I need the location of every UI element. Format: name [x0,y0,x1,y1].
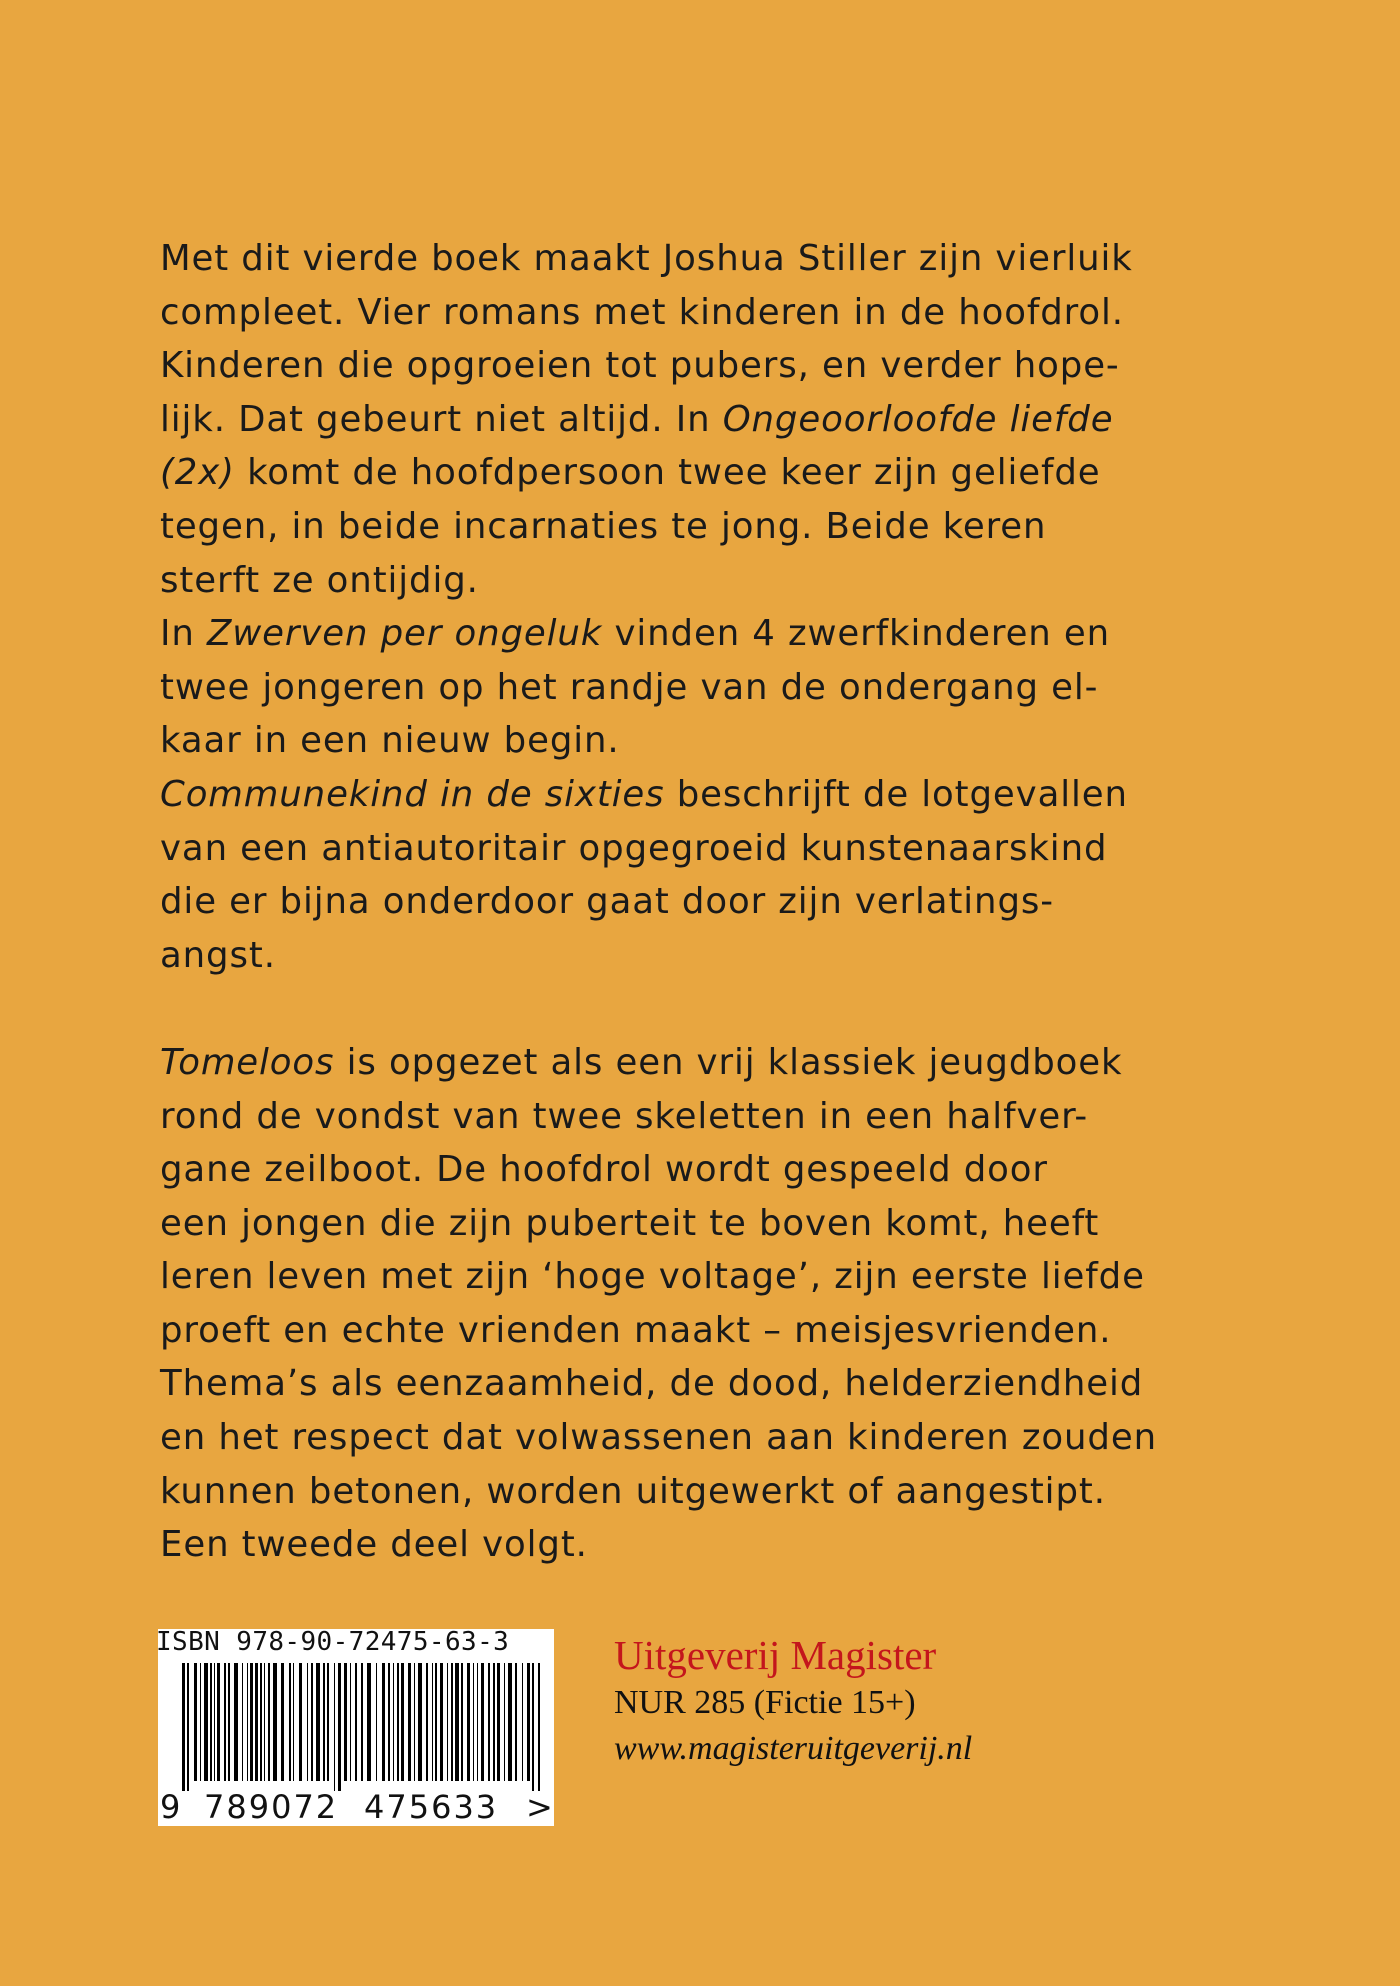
barcode-bar [350,1663,351,1781]
blurb-line [160,1357,1260,1411]
blurb-line [160,607,1260,661]
barcode-bar [388,1663,390,1781]
nur-code: NUR 285 (Fictie 15+) [614,1684,916,1721]
barcode-bar [214,1663,215,1781]
barcode-bar [504,1663,505,1781]
barcode-bar [361,1663,363,1781]
blurb-segment: van een antiautoritair opgegroeid kunstenaarskind [160,827,1108,869]
barcode-bar [538,1663,540,1791]
barcode-bar [461,1663,463,1781]
barcode-bar [200,1663,201,1781]
barcode-bar [344,1663,347,1781]
blurb-segment: sterft ze ontijdig. [160,559,479,601]
blurb-line [160,446,1260,500]
barcode-bar [435,1663,437,1781]
barcode-bar [260,1663,262,1781]
barcode-bar [477,1663,478,1781]
blurb-segment: compleet. Vier romans met kinderen in de hoofdrol. [160,291,1124,333]
ean-quiet-zone-marker: > [526,1788,553,1826]
book-title: Communekind in de sixties [160,773,665,815]
book-title: Tomeloos [160,1041,335,1083]
blurb-segment: kunnen betonen, worden uitgewerkt of aangestipt. [160,1470,1106,1512]
barcode-bar [455,1663,459,1781]
book-title: (2x) [160,452,235,494]
barcode-bar [481,1663,484,1781]
barcode-bar [488,1663,490,1781]
blurb-line [160,286,1260,340]
blurb-segment: In [160,613,207,655]
barcode-bar [376,1663,377,1781]
publisher-name: Uitgeverij Magister [614,1632,937,1678]
barcode-bar [532,1663,534,1791]
barcode-bar [307,1663,308,1781]
barcode-bar [515,1663,517,1781]
barcode-bar [268,1663,270,1781]
blurb-line [160,929,1260,983]
blurb-line [160,875,1260,929]
barcode-bar [467,1663,470,1781]
isbn-label: ISBN 978-90-72475-63-3 [156,1627,510,1657]
blurb-segment: Thema’s als eenzaamheid, de dood, helderziendheid [160,1363,1144,1405]
barcode-bar [281,1663,284,1781]
blurb-segment: leren leven met zijn ‘hoge voltage’, zijn eerste liefde [160,1256,1145,1298]
blurb-line [160,1465,1260,1519]
barcode-bar [393,1663,394,1781]
blurb-segment: komt de hoofdpersoon twee keer zijn geliefde [234,452,1101,494]
blurb-segment: rond de vondst van twee skeletten in een halfver- [160,1095,1089,1137]
barcode-bar [293,1663,294,1781]
paragraph-gap [160,982,1260,1036]
barcode-bar [182,1663,185,1791]
blurb-segment: tegen, in beide incarnaties te jong. Beide keren [160,505,1047,547]
barcode-bar [432,1663,433,1781]
barcode-bar [299,1663,302,1781]
blurb-text [160,232,1260,1572]
barcode-bar [210,1663,212,1781]
barcode-bars [158,1663,554,1791]
barcode-bar [355,1663,357,1781]
barcode-bar [408,1663,411,1781]
barcode-bar [217,1663,220,1781]
blurb-segment: een jongen die zijn puberteit te boven komt, heeft [160,1202,1100,1244]
ean-first-digit: 9 [160,1788,181,1826]
barcode-bar [204,1663,208,1781]
barcode-bar [418,1663,422,1781]
blurb-segment: is opgezet als een vrij klassiek jeugdboek [334,1041,1123,1083]
barcode-bar [264,1663,265,1781]
barcode-bar [273,1663,277,1781]
barcode-bar [497,1663,500,1781]
blurb-segment: gane zeilboot. De hoofdrol wordt gespeeld door [160,1149,1048,1191]
barcode-bar [194,1663,197,1781]
blurb-line [160,1518,1260,1572]
barcode-bar [473,1663,474,1781]
blurb-line [160,1250,1260,1304]
barcode-bar [316,1663,320,1781]
isbn-barcode [158,1629,554,1826]
barcode-bar [367,1663,371,1781]
blurb-line [160,1197,1260,1251]
barcode-bar [289,1663,291,1781]
publisher-url: www.magisteruitgeverij.nl [614,1730,973,1767]
barcode-bar [255,1663,258,1781]
blurb-line [160,1090,1260,1144]
barcode-bar [527,1663,530,1781]
barcode-bar [451,1663,453,1781]
barcode-bar [338,1663,341,1791]
barcode-bar [234,1663,238,1781]
blurb-line [160,393,1260,447]
barcode-bar [522,1663,523,1781]
blurb-segment: twee jongeren op het randje van de ondergang el- [160,666,1099,708]
blurb-line [160,1304,1260,1358]
blurb-line [160,1143,1260,1197]
barcode-bar [250,1663,253,1781]
barcode-bar [447,1663,448,1781]
ean-digits [158,1789,554,1825]
blurb-segment: beschrijft de lotgevallen [664,773,1128,815]
blurb-segment: en het respect dat volwassenen aan kinderen zouden [160,1417,1157,1459]
blurb-segment: angst. [160,934,276,976]
blurb-segment: die er bijna onderdoor gaat door zijn verlatings- [160,881,1054,923]
blurb-segment: Een tweede deel volgt. [160,1524,588,1566]
blurb-line [160,554,1260,608]
barcode-bar [187,1663,189,1791]
blurb-segment: vinden 4 zwerfkinderen en [602,613,1111,655]
barcode-bar [323,1663,325,1781]
barcode-bar [247,1663,248,1781]
barcode-bar [414,1663,415,1781]
blurb-segment: lijk. Dat gebeurt niet altijd. In [160,398,723,440]
blurb-line [160,500,1260,554]
blurb-line [160,1036,1260,1090]
barcode-bar [224,1663,226,1781]
book-title: Zwerven per ongeluk [206,613,603,655]
barcode-bar [440,1663,443,1781]
blurb-line [160,714,1260,768]
barcode-bar [334,1663,335,1791]
barcode-bar [397,1663,399,1781]
ean-left-group: 789072 [204,1788,339,1826]
barcode-bar [426,1663,428,1781]
book-title: Ongeoorloofde liefde [722,398,1114,440]
barcode-bar [242,1663,243,1781]
blurb-segment: kaar in een nieuw begin. [160,720,620,762]
blurb-segment: Kinderen die opgroeien tot pubers, en verder hope- [160,345,1120,387]
barcode-bar [401,1663,404,1781]
blurb-segment: proeft en echte vrienden maakt – meisjesvrienden. [160,1309,1112,1351]
barcode-bar [508,1663,512,1781]
barcode-bar [493,1663,495,1781]
blurb-line [160,768,1260,822]
blurb-line [160,822,1260,876]
barcode-bar [327,1663,329,1781]
blurb-line [160,339,1260,393]
blurb-line [160,232,1260,286]
barcode-bar [382,1663,385,1781]
blurb-line [160,1411,1260,1465]
barcode-bar [311,1663,313,1781]
blurb-segment: Met dit vierde boek maakt Joshua Stiller zijn vierluik [160,238,1133,279]
publisher-info [614,1630,972,1772]
ean-right-group: 475633 [364,1788,499,1826]
barcode-bar [228,1663,230,1781]
blurb-line [160,661,1260,715]
